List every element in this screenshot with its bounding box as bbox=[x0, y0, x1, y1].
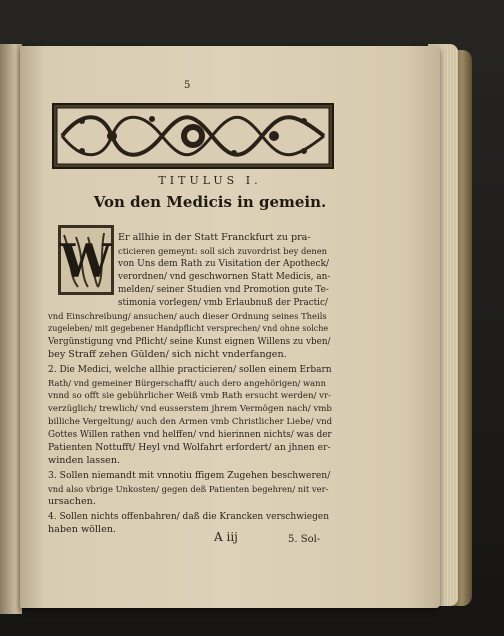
svg-text:W: W bbox=[60, 234, 112, 288]
text-line: ursachen. bbox=[48, 496, 96, 507]
adjacent-page-edge bbox=[0, 44, 22, 614]
text-line: 4. Sollen nichts offenbahren/ daß die Krancken verschwiegen bbox=[48, 512, 330, 522]
page-number: 5 bbox=[184, 80, 191, 91]
text-line: 2. Die Medici, welche allhie practicieren/ sollen einem Erbarn bbox=[48, 365, 332, 375]
text-line: Er allhie in der Statt Franckfurt zu pra- bbox=[118, 232, 311, 243]
text-line: Patienten Nottufft/ Heyl vnd Wolfahrt erfordert/ an jhnen er- bbox=[48, 442, 331, 453]
titulus-label: TITULUS I. bbox=[158, 174, 262, 187]
text-line: vnd Einschreibung/ ansuchen/ auch dieser Ordnung seines Theils bbox=[48, 311, 327, 321]
decorative-headpiece bbox=[52, 103, 334, 169]
text-line: haben wöllen. bbox=[48, 524, 116, 535]
text-line: stimonia vorlegen/ vmb Erlaubnuß der Practic/ bbox=[118, 298, 328, 308]
text-line: Vergünstigung vnd Pflicht/ seine Kunst eignen Willens zu vben/ bbox=[48, 337, 331, 347]
text-line: billiche Vergeltung/ auch den Armen vmb Christlicher Liebe/ vnd bbox=[48, 417, 333, 427]
text-line: cticieren gemeynt: soll sich zuvordrist bey denen bbox=[118, 246, 328, 256]
text-line: vnd also vbrige Unkosten/ gegen deß Patienten begehren/ nit ver- bbox=[48, 484, 329, 494]
text-line: vnnd so offt sie gebührlicher Weiß vmb Rath ersucht werden/ vr- bbox=[48, 391, 331, 401]
text-line: 3. Sollen niemandt mit vnnotiu ffigem Zugehen beschweren/ bbox=[48, 470, 331, 481]
text-line: melden/ seiner Studien vnd Promotion gute Te- bbox=[118, 285, 329, 295]
text-line: bey Straff zehen Gülden/ sich nicht vnderfangen. bbox=[48, 349, 287, 360]
text-line: Gottes Willen rathen vnd helffen/ vnd hierinnen nichts/ was der bbox=[48, 430, 332, 440]
decorated-initial-w bbox=[58, 225, 114, 295]
text-line: Rath/ vnd gemeiner Bürgerschafft/ auch dero angehörigen/ wann bbox=[48, 378, 326, 388]
signature-mark: A iij bbox=[214, 530, 238, 544]
text-line: von Uns dem Rath zu Visitation der Apotheck/ bbox=[118, 259, 329, 269]
chapter-heading: Von den Medicis in gemein. bbox=[93, 193, 327, 211]
catchword: 5. Sol- bbox=[288, 534, 321, 545]
text-line: zugeleben/ mit gegebener Handpflicht versprechen/ vnd ohne solche bbox=[48, 324, 329, 333]
text-line: verordnen/ vnd geschwornen Statt Medicis, an- bbox=[118, 272, 331, 282]
text-line: verzüglich/ trewlich/ vnd eusserstem jhrem Vermögen nach/ vmb bbox=[48, 404, 332, 414]
text-line: winden lassen. bbox=[48, 455, 121, 466]
